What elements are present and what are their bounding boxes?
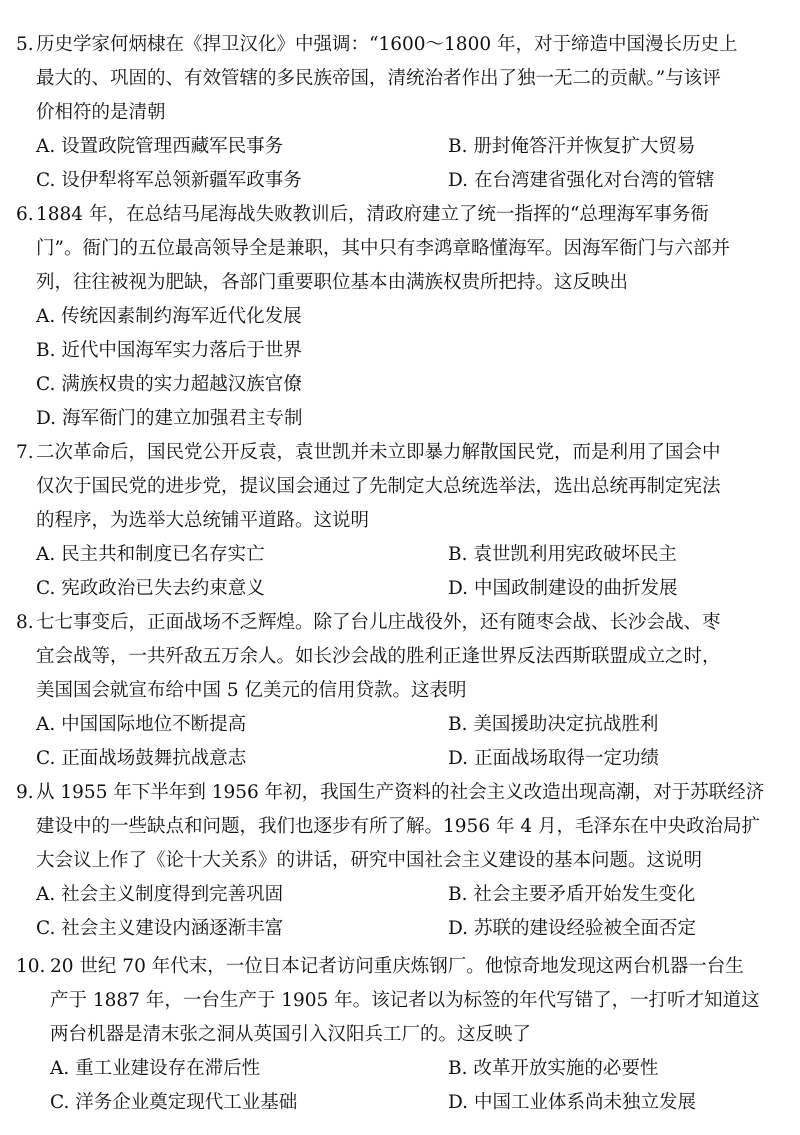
option-letter: A. (36, 306, 56, 327)
option-letter: B. (448, 714, 468, 735)
question-line (0, 776, 800, 810)
question-stem-line: 最大的、巩固的、有效管辖的多民族帝国，清统治者作出了独一无二的贡献。”与该评 (36, 68, 721, 89)
question-stem-line: 的程序，为选举大总统铺平道路。这说明 (36, 510, 370, 531)
option-letter: C. (36, 170, 56, 191)
option-row (0, 402, 800, 436)
question-stem-line: 20 世纪 70 年代末，一位日本记者访问重庆炼钢厂。他惊奇地发现这两台机器一台生 (50, 956, 744, 977)
question-line (0, 62, 800, 96)
option-b[interactable] (448, 1052, 658, 1086)
option-text: 美国援助决定抗战胜利 (473, 714, 659, 735)
option-b[interactable] (448, 878, 695, 912)
question-stem-line: 产于 1887 年，一台生产于 1905 年。该记者以为标签的年代写错了，一打听才知道这 (50, 990, 760, 1011)
option-letter: C. (36, 374, 56, 395)
option-text: 社会主义制度得到完善巩固 (61, 884, 284, 905)
option-row (0, 334, 800, 368)
option-d[interactable] (448, 742, 659, 776)
option-text: 中国政制建设的曲折发展 (473, 578, 678, 599)
option-row (0, 300, 800, 334)
option-text: 民主共和制度已名存实亡 (61, 544, 265, 565)
question-stem-line: 七七事变后，正面战场不乏辉煌。除了台儿庄战役外，还有随枣会战、长沙会战、枣 (36, 612, 721, 633)
question-line (0, 950, 800, 984)
option-letter: B. (448, 884, 468, 905)
question-line (0, 198, 800, 232)
option-text: 社会主要矛盾开始发生变化 (473, 884, 696, 905)
option-letter: C. (36, 918, 56, 939)
option-letter: D. (36, 408, 57, 429)
option-b[interactable] (448, 130, 695, 164)
option-letter: A. (36, 544, 56, 565)
option-a[interactable] (36, 878, 283, 912)
question-line (0, 28, 800, 62)
question-stem-line: 仅次于国民党的进步党，提议国会通过了先制定大总统选举法，选出总统再制定宪法 (36, 476, 721, 497)
option-text: 传统因素制约海军近代化发展 (61, 306, 302, 327)
option-text: 中国国际地位不断提高 (61, 714, 247, 735)
option-text: 海军衙门的建立加强君主专制 (61, 408, 303, 429)
option-text: 满族权贵的实力超越汉族官僚 (61, 374, 302, 395)
question-stem-line: 两台机器是清末张之洞从英国引入汉阳兵工厂的。这反映了 (50, 1024, 532, 1045)
question-line (0, 844, 800, 878)
option-c[interactable] (36, 572, 265, 606)
option-text: 中国工业体系尚未独立发展 (473, 1092, 696, 1113)
option-row (0, 572, 800, 606)
option-c[interactable] (36, 742, 246, 776)
question-stem-line: 宜会战等，一共歼敌五万余人。如长沙会战的胜利正逢世界反法西斯联盟成立之时， (36, 646, 721, 667)
option-text: 改革开放实施的必要性 (473, 1058, 659, 1079)
question-stem-line: 二次革命后，国民党公开反袁，袁世凯并未立即暴力解散国民党，而是利用了国会中 (36, 442, 721, 463)
option-b[interactable] (448, 538, 677, 572)
question-line (0, 810, 800, 844)
question-number: 9. (16, 782, 34, 803)
question-number: 8. (16, 612, 34, 633)
option-letter: C. (36, 578, 56, 599)
question-stem-line: 大会议上作了《论十大关系》的讲话，研究中国社会主义建设的基本问题。这说明 (36, 850, 703, 871)
option-letter: B. (448, 544, 468, 565)
option-letter: B. (448, 136, 468, 157)
question-line (0, 1018, 800, 1052)
question-stem-line: 建设中的一些缺点和问题，我们也逐步有所了解。1956 年 4 月，毛泽东在中央政治局扩 (36, 816, 760, 837)
option-letter: D. (448, 748, 469, 769)
option-row (0, 708, 800, 742)
question-line (0, 504, 800, 538)
option-text: 洋务企业奠定现代工业基础 (75, 1092, 298, 1113)
question-line (0, 436, 800, 470)
question-number: 7. (16, 442, 34, 463)
option-a[interactable] (36, 538, 265, 572)
option-text: 设伊犁将军总领新疆军政事务 (61, 170, 302, 191)
option-row (0, 368, 800, 402)
option-text: 在台湾建省强化对台湾的管辖 (473, 170, 715, 191)
question-stem-line: 从 1955 年下半年到 1956 年初，我国生产资料的社会主义改造出现高潮，对于苏联经济 (36, 782, 765, 803)
question-line (0, 232, 800, 266)
question-number: 6. (16, 204, 34, 225)
option-letter: B. (36, 340, 56, 361)
option-a[interactable] (50, 1052, 260, 1086)
option-a[interactable] (36, 130, 283, 164)
question-stem-line: 1884 年，在总结马尾海战失败教训后，清政府建立了统一指挥的“总理海军事务衙 (36, 204, 709, 225)
question-line (0, 640, 800, 674)
option-text: 册封俺答汗并恢复扩大贸易 (473, 136, 696, 157)
option-text: 设置政院管理西藏军民事务 (61, 136, 284, 157)
option-a[interactable] (36, 300, 302, 334)
question-stem-line: 历史学家何炳棣在《捍卫汉化》中强调：“1600～1800 年，对于缔造中国漫长历史上 (36, 34, 738, 55)
option-letter: C. (50, 1092, 70, 1113)
option-text: 重工业建设存在滞后性 (75, 1058, 261, 1079)
option-row (0, 742, 800, 776)
option-row (0, 878, 800, 912)
option-c[interactable] (36, 164, 302, 198)
option-c[interactable] (36, 912, 283, 946)
option-text: 近代中国海军实力落后于世界 (61, 340, 302, 361)
option-text: 正面战场鼓舞抗战意志 (61, 748, 247, 769)
option-b[interactable] (448, 708, 658, 742)
option-letter: D. (448, 1092, 469, 1113)
option-row (0, 1086, 800, 1120)
option-letter: C. (36, 748, 56, 769)
option-text: 袁世凯利用宪政破坏民主 (473, 544, 677, 565)
option-row (0, 912, 800, 946)
option-c[interactable] (50, 1086, 297, 1120)
question-line (0, 606, 800, 640)
option-d[interactable] (448, 912, 696, 946)
option-letter: A. (36, 136, 56, 157)
option-letter: D. (448, 578, 469, 599)
question-line (0, 266, 800, 300)
option-letter: D. (448, 918, 469, 939)
option-a[interactable] (36, 708, 246, 742)
question-line (0, 984, 800, 1018)
question-line (0, 96, 800, 130)
option-d[interactable] (36, 402, 302, 436)
option-row (0, 538, 800, 572)
option-c[interactable] (36, 368, 302, 402)
option-letter: A. (36, 714, 56, 735)
question-line (0, 674, 800, 708)
option-d[interactable] (448, 164, 714, 198)
option-letter: B. (448, 1058, 468, 1079)
option-text: 社会主义建设内涵逐渐丰富 (61, 918, 284, 939)
option-text: 正面战场取得一定功绩 (473, 748, 659, 769)
question-number: 10. (16, 956, 46, 977)
option-text: 宪政政治已失去约束意义 (61, 578, 265, 599)
option-d[interactable] (448, 1086, 696, 1120)
option-letter: D. (448, 170, 469, 191)
option-letter: A. (50, 1058, 70, 1079)
question-stem-line: 美国国会就宣布给中国 5 亿美元的信用贷款。这表明 (36, 680, 467, 701)
question-stem-line: 价相符的是清朝 (36, 102, 166, 123)
option-row (0, 130, 800, 164)
question-number: 5. (16, 34, 34, 55)
option-d[interactable] (448, 572, 677, 606)
question-line (0, 470, 800, 504)
option-row (0, 1052, 800, 1086)
option-text: 苏联的建设经验被全面否定 (473, 918, 696, 939)
option-row (0, 164, 800, 198)
question-stem-line: 列，往往被视为肥缺，各部门重要职位基本由满族权贵所把持。这反映出 (36, 272, 629, 293)
option-b[interactable] (36, 334, 302, 368)
question-stem-line: 门”。衙门的五位最高领导全是兼职，其中只有李鸿章略懂海军。因海军衙门与六部并 (36, 238, 730, 259)
option-letter: A. (36, 884, 56, 905)
